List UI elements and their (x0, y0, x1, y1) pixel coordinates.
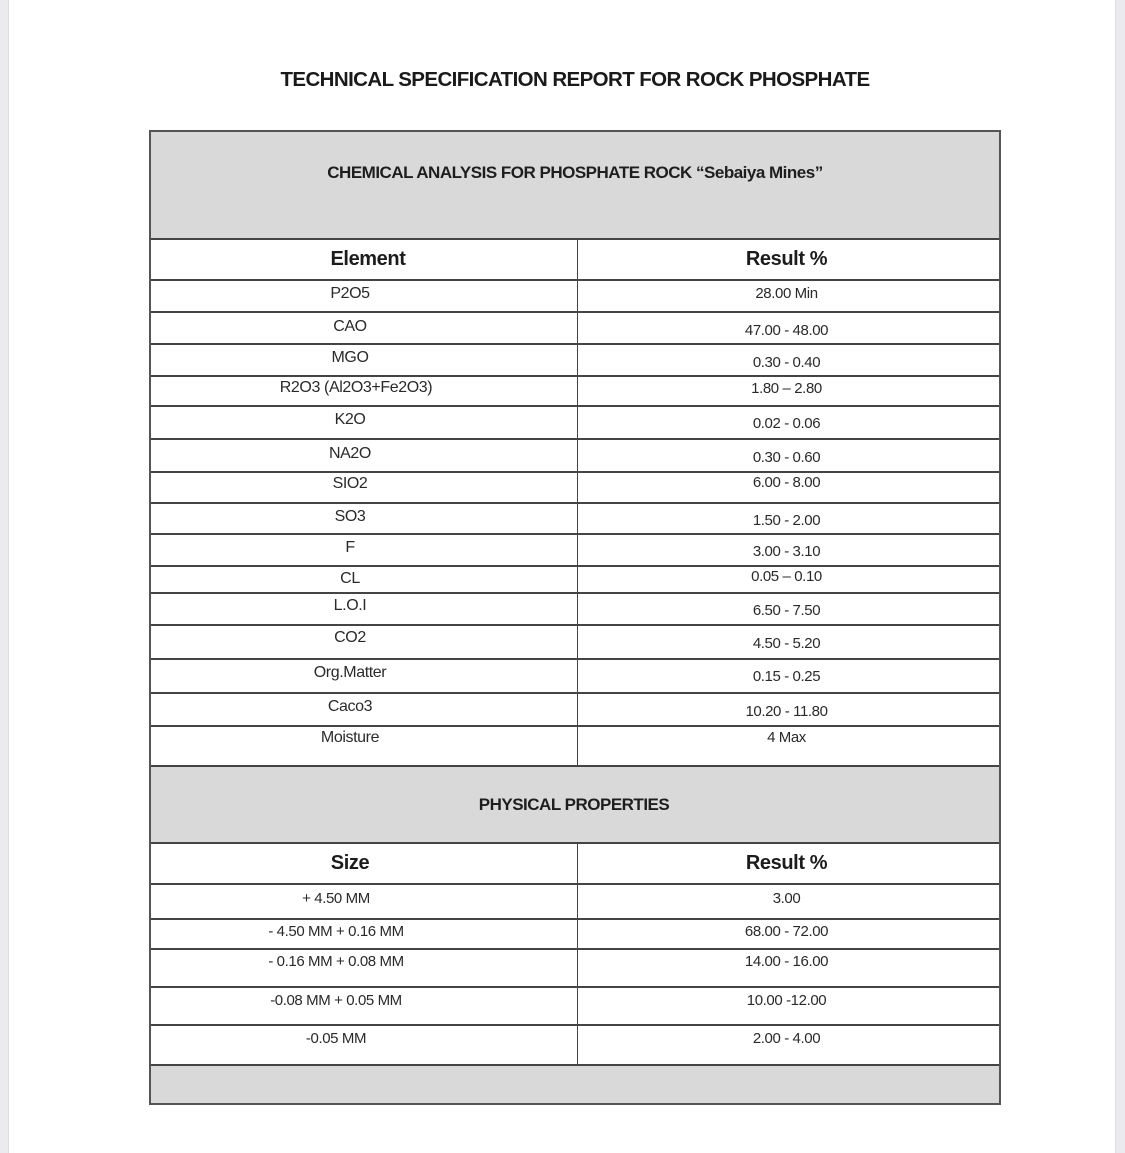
element-cell: L.O.I (151, 594, 578, 624)
element-cell: R2O3 (Al2O3+Fe2O3) (151, 377, 578, 405)
result-cell: 14.00 - 16.00 (744, 953, 829, 970)
size-cell: -0.08 MM + 0.05 MM (151, 988, 578, 1024)
table-footer-band (151, 1064, 999, 1103)
chemical-row (151, 345, 999, 377)
result-cell: 3.00 (772, 890, 801, 907)
result-cell: 0.05 – 0.10 (751, 568, 822, 585)
result-cell: 10.00 -12.00 (746, 992, 827, 1009)
result-cell: 6.00 - 8.00 (752, 474, 821, 491)
result-cell: 1.80 – 2.80 (751, 380, 822, 397)
size-cell: -0.05 MM (151, 1026, 578, 1064)
result-cell: 3.00 - 3.10 (752, 543, 821, 560)
physical-rows (151, 885, 999, 1064)
chemical-rows (151, 281, 999, 767)
element-cell: NA2O (151, 440, 578, 471)
result-cell: 68.00 - 72.00 (744, 923, 829, 940)
physical-properties-title: PHYSICAL PROPERTIES (478, 794, 670, 814)
result-cell: 1.50 - 2.00 (752, 512, 821, 529)
result-cell: 10.20 - 11.80 (745, 703, 828, 720)
result-cell: 4 Max (767, 729, 806, 746)
result-cell: 28.00 Min (755, 285, 818, 302)
viewer-right-edge (1115, 0, 1125, 1153)
element-cell: Org.Matter (151, 660, 578, 692)
chemical-row (151, 727, 999, 767)
physical-table-header-row (151, 844, 999, 885)
column-header-result: Result % (745, 248, 828, 270)
column-header-element: Element (151, 240, 578, 279)
physical-properties-section-header (151, 767, 999, 844)
element-cell: Caco3 (151, 694, 578, 725)
chemical-row (151, 567, 999, 594)
physical-row (151, 950, 999, 988)
result-cell: 47.00 - 48.00 (744, 322, 829, 339)
document-title: TECHNICAL SPECIFICATION REPORT FOR ROCK PHOSPHATE (280, 68, 870, 91)
result-cell: 0.30 - 0.60 (752, 449, 821, 466)
size-cell: - 0.16 MM + 0.08 MM (151, 950, 578, 986)
chemical-row (151, 473, 999, 504)
size-cell: + 4.50 MM (151, 885, 578, 918)
result-cell: 0.02 - 0.06 (752, 415, 821, 432)
element-cell: P2O5 (151, 281, 578, 311)
column-header-result: Result % (745, 852, 828, 874)
result-cell: 0.15 - 0.25 (752, 668, 821, 685)
physical-row (151, 885, 999, 920)
result-cell: 2.00 - 4.00 (752, 1030, 821, 1047)
chemical-row (151, 660, 999, 694)
element-cell: CO2 (151, 626, 578, 658)
chemical-row (151, 535, 999, 567)
physical-row (151, 1026, 999, 1064)
chemical-row (151, 407, 999, 440)
element-cell: F (151, 535, 578, 565)
chemical-analysis-title: CHEMICAL ANALYSIS FOR PHOSPHATE ROCK “Sebaiya Mines” (327, 163, 823, 182)
specification-table (149, 130, 1001, 1105)
viewer-left-edge (0, 0, 9, 1153)
chemical-row (151, 694, 999, 727)
element-cell: SIO2 (151, 473, 578, 502)
chemical-row (151, 594, 999, 626)
chemical-table-header-row (151, 240, 999, 281)
physical-row (151, 920, 999, 950)
element-cell: MGO (151, 345, 578, 375)
chemical-analysis-section-header (151, 132, 999, 240)
element-cell: CL (151, 567, 578, 592)
element-cell: Moisture (151, 727, 578, 765)
result-cell: 6.50 - 7.50 (752, 602, 821, 619)
result-cell: 0.30 - 0.40 (752, 354, 821, 371)
element-cell: SO3 (151, 504, 578, 533)
element-cell: K2O (151, 407, 578, 438)
chemical-row (151, 281, 999, 313)
size-cell: - 4.50 MM + 0.16 MM (151, 920, 578, 948)
chemical-row (151, 626, 999, 660)
column-header-size: Size (151, 844, 578, 883)
element-cell: CAO (151, 313, 578, 343)
result-cell: 4.50 - 5.20 (752, 635, 821, 652)
chemical-row (151, 377, 999, 407)
physical-row (151, 988, 999, 1026)
chemical-row (151, 313, 999, 345)
chemical-row (151, 440, 999, 473)
chemical-row (151, 504, 999, 535)
